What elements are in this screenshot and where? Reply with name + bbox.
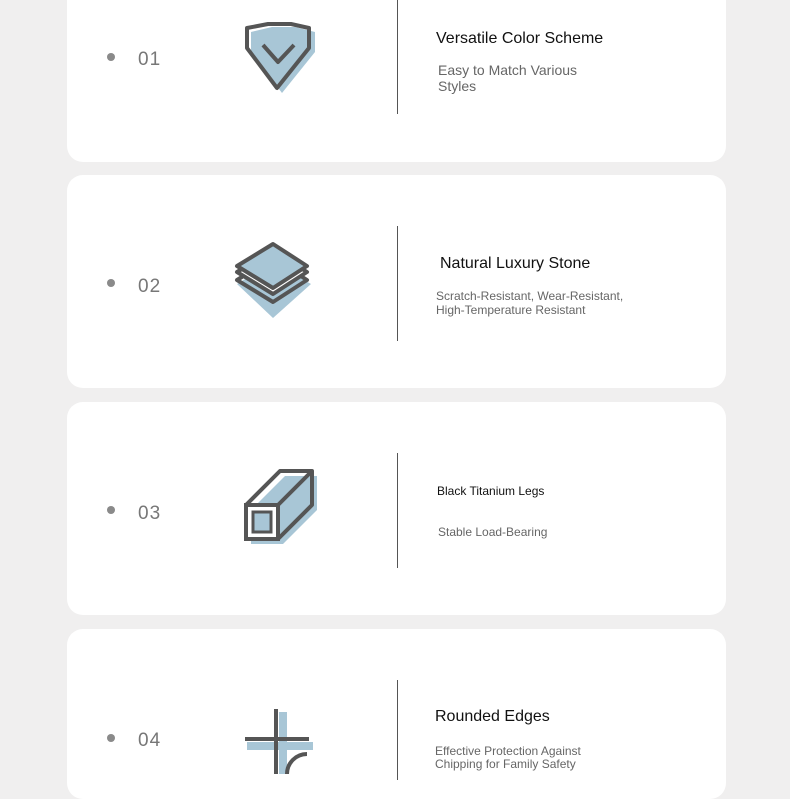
feature-subtitle: Easy to Match Various Styles <box>438 62 578 94</box>
bullet-dot <box>107 53 115 61</box>
divider <box>397 453 398 568</box>
feature-card-1 <box>67 0 726 162</box>
feature-number: 04 <box>138 730 162 751</box>
feature-card-3 <box>67 402 726 615</box>
divider <box>397 0 398 114</box>
feature-title: Versatile Color Scheme <box>436 30 604 47</box>
feature-card-2 <box>67 175 726 388</box>
feature-title: Natural Luxury Stone <box>440 255 591 272</box>
feature-title: Rounded Edges <box>435 708 550 725</box>
bullet-dot <box>107 734 115 742</box>
rounded-corner-icon <box>243 706 317 774</box>
square-tube-icon <box>241 468 323 550</box>
feature-number: 03 <box>138 503 162 524</box>
feature-subtitle: Effective Protection Against Chipping for Family Safety <box>435 744 581 771</box>
feature-number: 02 <box>138 276 162 297</box>
divider <box>397 680 398 780</box>
feature-title: Black Titanium Legs <box>437 484 545 498</box>
bullet-dot <box>107 506 115 514</box>
layers-icon <box>233 240 317 324</box>
feature-number: 01 <box>138 49 162 70</box>
feature-subtitle: Stable Load-Bearing <box>438 525 548 539</box>
divider <box>397 226 398 341</box>
bullet-dot <box>107 279 115 287</box>
diamond-icon <box>239 20 319 100</box>
feature-subtitle: Scratch-Resistant, Wear-Resistant, High-Temperature Resistant <box>436 289 624 317</box>
